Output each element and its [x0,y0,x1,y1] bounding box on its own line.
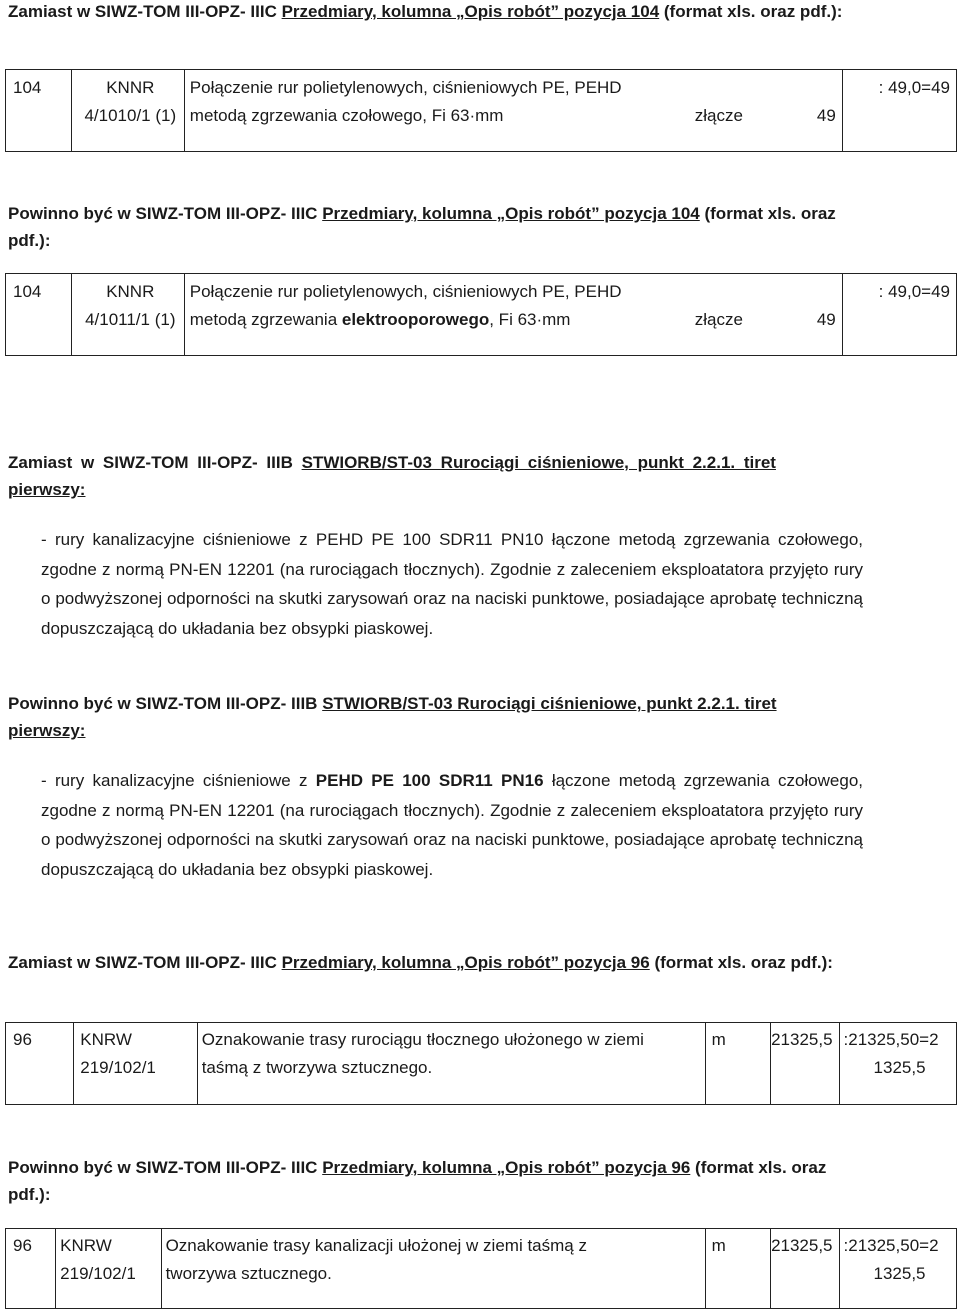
section-5-heading [8,949,858,976]
unit: złącze [694,310,743,329]
desc-block [190,74,843,130]
section-2-heading [8,200,858,254]
desc-line: Oznakowanie trasy kanalizacji ułożonej w ziemi taśmą z [165,1236,587,1255]
heading-text: Zamiast w SIWZ-TOM III-OPZ- IIIC [8,953,282,972]
section-1-table [5,69,957,152]
desc-line: tworzywa sztucznego. [165,1264,332,1283]
catalog-position: 219/102/1 [80,1058,156,1077]
quantity: 21325,5 [770,1229,839,1309]
section-6-table [5,1228,957,1309]
quantity: 49 [816,106,836,125]
quantity: 49 [816,310,836,329]
desc-line: Oznakowanie trasy rurociągu tłocznego ułożonego w ziemi [201,1030,644,1049]
desc-line: Połączenie rur polietylenowych, ciśnieniowych PE, PEHD [189,78,622,97]
desc-block [190,278,843,334]
heading-text: (format xls. oraz pdf.): [649,953,833,972]
catalog-position: 219/102/1 [60,1264,136,1283]
item-number: 104 [6,274,72,356]
unit: złącze [694,106,743,125]
heading-text: Zamiast w SIWZ-TOM III-OPZ- IIIC [8,2,282,21]
desc-text [190,74,695,130]
catalog-name: KNNR [106,282,155,301]
heading-text: Powinno być w SIWZ-TOM III-OPZ- IIIC [8,1158,323,1177]
table-row [6,274,957,356]
work-description [184,70,843,152]
heading-underlined-text: Przedmiary, kolumna „Opis robót” pozycja 96 [322,1158,691,1177]
section-4-paragraph [41,766,863,884]
catalog-name: KNRW [60,1236,112,1255]
catalog-name: KNRW [80,1030,132,1049]
heading-text: (format xls. oraz pdf.): [659,2,843,21]
heading-text: Powinno być w SIWZ-TOM III-OPZ- IIIB [8,694,323,713]
heading-text: (format xls. oraz pdf.): [8,1158,827,1204]
desc-part: metodą zgrzewania [189,310,342,329]
heading-underlined-text: STWIORB/ST-03 Rurociągi ciśnieniowe, punkt 2.2.1. tiret pierwszy: [8,453,776,499]
calculation-result [839,1023,956,1105]
catalog-name: KNNR [106,78,155,97]
heading-text: Zamiast w SIWZ-TOM III-OPZ- IIIB [8,453,302,472]
quantity: 21325,5 [770,1023,839,1105]
paragraph-emphasis: PEHD PE 100 SDR11 PN16 [315,771,544,790]
calculation-result: : 49,0=49 [843,70,957,152]
heading-text: Powinno być w SIWZ-TOM III-OPZ- IIIC [8,204,323,223]
section-3-paragraph: - rury kanalizacyjne ciśnieniowe z PEHD PE 100 SDR11 PN10 łączone metodą zgrzewania czołowego, zgodne z normą PN-EN 12201 (na rurociągach tłocznych). Zgodnie z zaleceniem eksploatatora przyjęto rury o podwyższonej odporności na skutki zarysowań oraz na naciski punktowe, posiadające aprobatę techniczną dopuszczającą do układania bez obsypki piaskowej. [41,530,863,638]
heading-underlined-text: Przedmiary, kolumna „Opis robót” pozycja 96 [281,953,650,972]
item-number: 104 [6,70,72,152]
catalog-position: 4/1010/1 (1) [84,106,177,125]
heading-underlined-text: Przedmiary, kolumna „Opis robót” pozycja 104 [322,204,700,223]
table-row [6,1023,957,1105]
work-description [197,1023,705,1105]
catalog-code [74,1023,197,1105]
catalog-position: 4/1011/1 (1) [85,310,176,329]
unit: m [705,1023,770,1105]
result-line: :21325,50=2 [843,1236,939,1255]
section-6-heading [8,1154,858,1208]
table-row [6,70,957,152]
calculation-result: : 49,0=49 [843,274,957,356]
unit: m [705,1229,770,1309]
desc-line: taśmą z tworzywa sztucznego. [201,1058,433,1077]
desc-line: Połączenie rur polietylenowych, ciśnieniowych PE, PEHD [189,282,622,301]
heading-text: (format xls. oraz pdf.): [8,204,836,250]
item-number: 96 [6,1023,74,1105]
section-4-heading [8,690,858,744]
section-1-heading [8,0,858,25]
catalog-code [71,274,184,356]
work-description [161,1229,705,1309]
paragraph-text: - rury kanalizacyjne ciśnieniowe z [41,771,316,790]
result-line: 1325,5 [873,1058,926,1077]
work-description [184,274,843,356]
section-5-table [5,1022,957,1105]
result-line: 1325,5 [873,1264,926,1283]
desc-line: metodą zgrzewania czołowego, Fi 63·mm [189,106,504,125]
desc-emphasis: elektrooporowego [341,310,490,329]
desc-part: , Fi 63·mm [489,310,571,329]
section-2-table [5,273,957,356]
table-row [6,1229,957,1309]
desc-line [190,306,695,334]
catalog-code [71,70,184,152]
desc-text [190,278,695,334]
paragraph-text: łączone metodą zgrzewania czołowego, zgodne z normą PN-EN 12201 (na rurociągach tłocznych). Zgodnie z zaleceniem eksploatatora przyjęto rury o podwyższonej odporności na skutki zarysowań oraz na naciski punktowe, posiadające aprobatę techniczną dopuszczającą do układania bez obsypki piaskowej. [41,771,863,879]
heading-underlined-text: STWIORB/ST-03 Rurociągi ciśnieniowe, punkt 2.2.1. tiret pierwszy: [8,694,777,740]
section-3-heading [8,449,858,503]
heading-underlined-text: Przedmiary, kolumna „Opis robót” pozycja 104 [281,2,660,21]
catalog-code [56,1229,161,1309]
calculation-result [839,1229,956,1309]
result-line: :21325,50=2 [843,1030,939,1049]
item-number: 96 [6,1229,56,1309]
